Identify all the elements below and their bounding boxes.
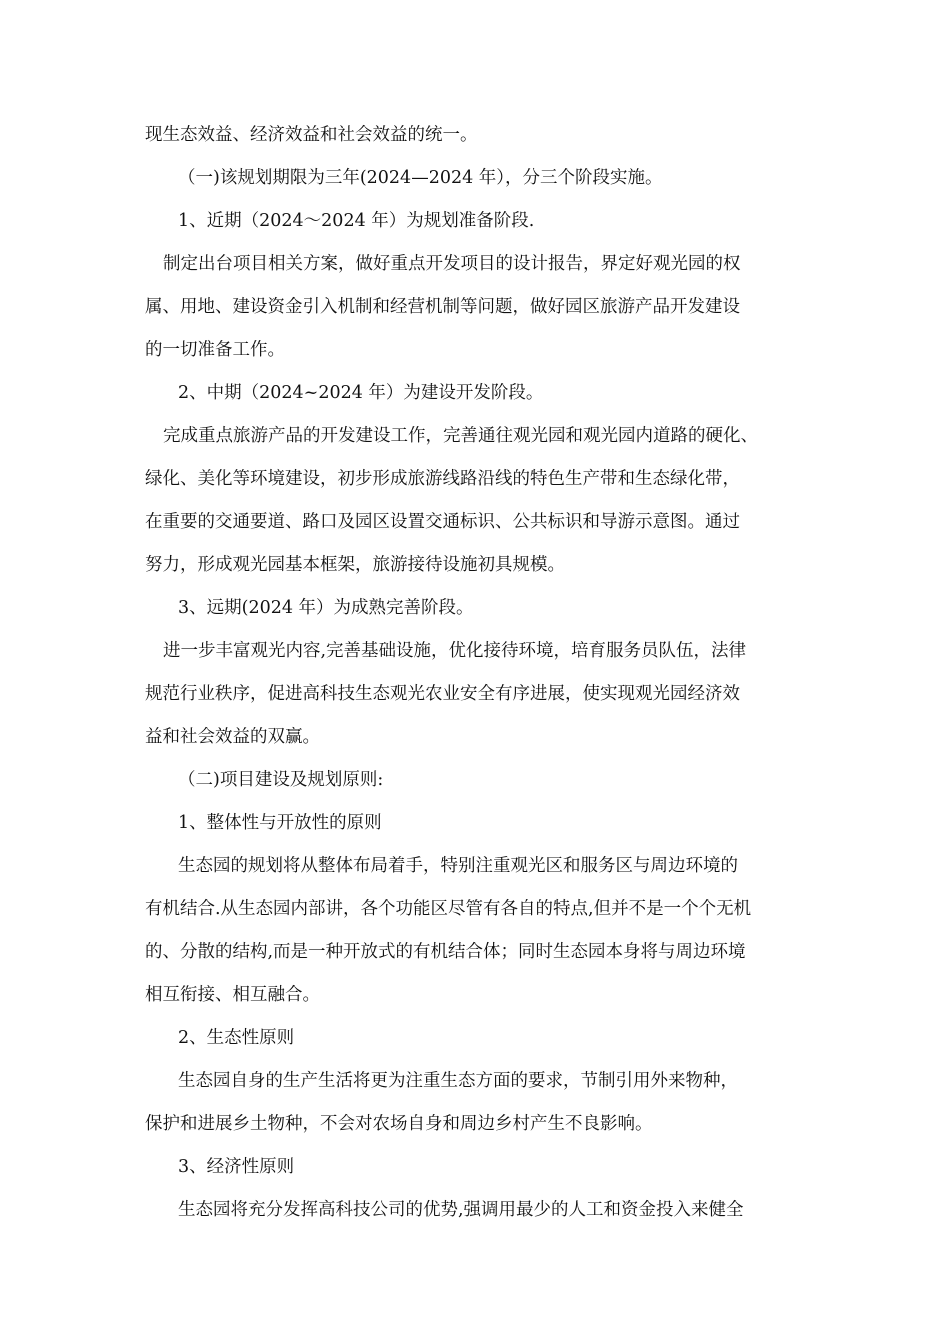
text-line: 绿化、美化等环境建设，初步形成旅游线路沿线的特色生产带和生态绿化带， — [145, 469, 740, 489]
text-line: 1、整体性与开放性的原则 — [178, 813, 382, 833]
text-line: 生态园的规划将从整体布局着手，特别注重观光区和服务区与周边环境的 — [178, 856, 738, 876]
text-line: 3、经济性原则 — [178, 1157, 295, 1177]
text-line: 生态园将充分发挥高科技公司的优势,强调用最少的人工和资金投入来健全 — [178, 1200, 744, 1220]
text-line: （二)项目建设及规划原则: — [178, 770, 384, 790]
text-line: 保护和进展乡土物种，不会对农场自身和周边乡村产生不良影响。 — [145, 1114, 653, 1134]
text-line: 相互衔接、相互融合。 — [145, 985, 320, 1005]
text-line: 努力，形成观光园基本框架，旅游接待设施初具规模。 — [145, 555, 565, 575]
text-line: 1、近期（2024～2024 年）为规划准备阶段. — [178, 211, 535, 231]
text-line: 2、生态性原则 — [178, 1028, 295, 1048]
text-line: 益和社会效益的双赢。 — [145, 727, 320, 747]
text-line: 进一步丰富观光内容,完善基础设施，优化接待环境，培育服务员队伍，法律 — [163, 641, 747, 661]
text-line: 有机结合.从生态园内部讲，各个功能区尽管有各自的特点,但并不是一个个无机 — [145, 899, 752, 919]
text-line: 制定出台项目相关方案，做好重点开发项目的设计报告，界定好观光园的权 — [163, 254, 741, 274]
text-line: 现生态效益、经济效益和社会效益的统一。 — [145, 125, 478, 145]
text-line: 3、远期(2024 年）为成熟完善阶段。 — [178, 598, 474, 618]
text-line: 完成重点旅游产品的开发建设工作，完善通往观光园和观光园内道路的硬化、 — [163, 426, 758, 446]
text-line: 在重要的交通要道、路口及园区设置交通标识、公共标识和导游示意图。通过 — [145, 512, 740, 532]
text-line: （一)该规划期限为三年(2024—2024 年），分三个阶段实施。 — [178, 168, 663, 188]
text-line: 的、分散的结构,而是一种开放式的有机结合体；同时生态园本身将与周边环境 — [145, 942, 746, 962]
text-line: 规范行业秩序，促进高科技生态观光农业安全有序进展，使实现观光园经济效 — [145, 684, 740, 704]
text-line: 属、用地、建设资金引入机制和经营机制等问题，做好园区旅游产品开发建设 — [145, 297, 740, 317]
text-line: 的一切准备工作。 — [145, 340, 285, 360]
text-line: 生态园自身的生产生活将更为注重生态方面的要求，节制引用外来物种， — [178, 1071, 738, 1091]
text-line: 2、中期（2024~2024 年）为建设开发阶段。 — [178, 383, 544, 403]
